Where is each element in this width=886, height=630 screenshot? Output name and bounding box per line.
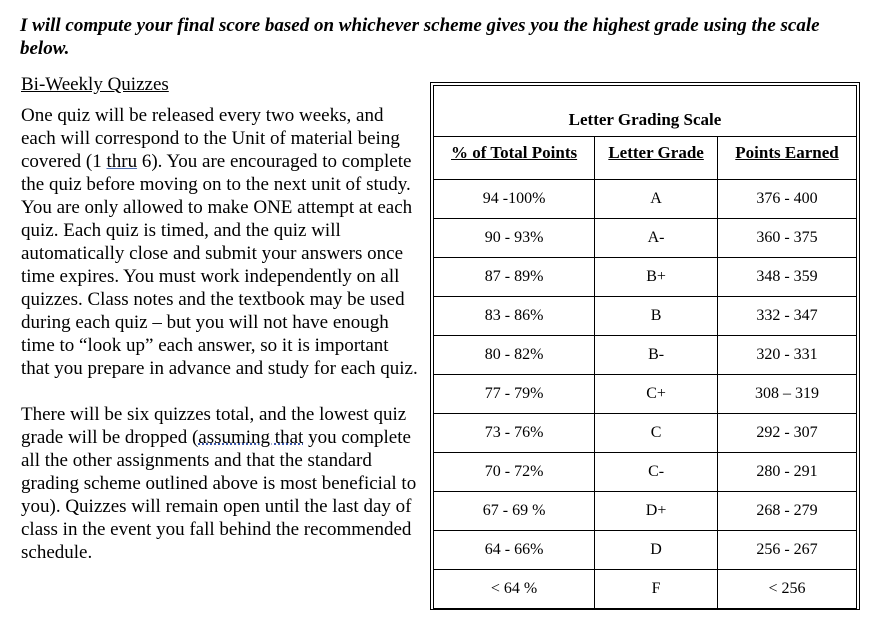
row-points: 376 - 400 — [718, 180, 857, 219]
row-percent: 70 - 72% — [434, 453, 595, 492]
row-points: 360 - 375 — [718, 219, 857, 258]
row-percent: 94 -100% — [434, 180, 595, 219]
header-percent-total-points: % of Total Points — [434, 137, 595, 180]
row-letter: B- — [595, 336, 718, 375]
row-points: 308 – 319 — [718, 375, 857, 414]
row-points: 280 - 291 — [718, 453, 857, 492]
row-points: 292 - 307 — [718, 414, 857, 453]
intro-statement: I will compute your final score based on whichever scheme gives you the highest grade using the scale below. — [20, 15, 820, 59]
row-points: 332 - 347 — [718, 297, 857, 336]
table-row — [434, 453, 857, 492]
table-row — [434, 414, 857, 453]
row-percent: 64 - 66% — [434, 531, 595, 570]
table-row — [434, 375, 857, 414]
table-row — [434, 258, 857, 297]
section-heading-quizzes: Bi-Weekly Quizzes — [21, 74, 169, 95]
table-row — [434, 531, 857, 570]
row-percent: 80 - 82% — [434, 336, 595, 375]
quiz-paragraph-1-start: One quiz will be released every two weeks, and each will correspond to the Unit of material being covered (1 — [21, 105, 400, 172]
header-points-earned: Points Earned — [718, 137, 857, 180]
letter-grading-scale-table — [430, 82, 860, 610]
row-points: 348 - 359 — [718, 258, 857, 297]
quizzes-section — [21, 73, 421, 564]
row-letter: C — [595, 414, 718, 453]
quiz-paragraph-2-start: There will be six quizzes total, and the lowest quiz grade will be dropped ( — [21, 404, 407, 448]
row-percent: 67 - 69 % — [434, 492, 595, 531]
quiz-paragraph-1 — [21, 104, 421, 380]
row-letter: B+ — [595, 258, 718, 297]
row-letter: C+ — [595, 375, 718, 414]
row-points: 320 - 331 — [718, 336, 857, 375]
grade-rows — [434, 180, 857, 609]
row-letter: D — [595, 531, 718, 570]
table-row — [434, 492, 857, 531]
row-percent: 90 - 93% — [434, 219, 595, 258]
table-row — [434, 336, 857, 375]
table-row — [434, 297, 857, 336]
table-row — [434, 180, 857, 219]
row-letter: A — [595, 180, 718, 219]
quiz-paragraph-1-end: 6). You are encouraged to complete the quiz before moving on to the next unit of study. You are only allowed to make ONE attempt at each quiz. Each quiz is timed, and the quiz will automatically close and submit your answers once time expires. You must work independently on all quizzes. Class notes and the textbook may be used during each quiz – but you will not have enough time to “look up” each answer, so it is important that you prepare in advance and study for each quiz. — [21, 151, 418, 379]
row-letter: D+ — [595, 492, 718, 531]
row-percent: 73 - 76% — [434, 414, 595, 453]
row-points: 256 - 267 — [718, 531, 857, 570]
row-points: < 256 — [718, 570, 857, 609]
row-percent: 83 - 86% — [434, 297, 595, 336]
quiz-paragraph-2-end: you complete all the other assignments and that the standard grading scheme outlined above is most beneficial to you). Quizzes will remain open until the last day of class in the event you fall behind the recommended schedule. — [21, 427, 417, 563]
header-letter-grade: Letter Grade — [595, 137, 718, 180]
row-percent: 87 - 89% — [434, 258, 595, 297]
row-letter: B — [595, 297, 718, 336]
row-letter: C- — [595, 453, 718, 492]
row-percent: < 64 % — [434, 570, 595, 609]
spellcheck-thru[interactable]: thru — [106, 151, 138, 172]
row-letter: A- — [595, 219, 718, 258]
grammar-check-assuming-that[interactable]: assuming that — [198, 427, 304, 448]
quiz-paragraph-2 — [21, 403, 421, 564]
table-row — [434, 570, 857, 609]
row-percent: 77 - 79% — [434, 375, 595, 414]
table-row — [434, 219, 857, 258]
table-title: Letter Grading Scale — [434, 86, 857, 137]
row-letter: F — [595, 570, 718, 609]
row-points: 268 - 279 — [718, 492, 857, 531]
